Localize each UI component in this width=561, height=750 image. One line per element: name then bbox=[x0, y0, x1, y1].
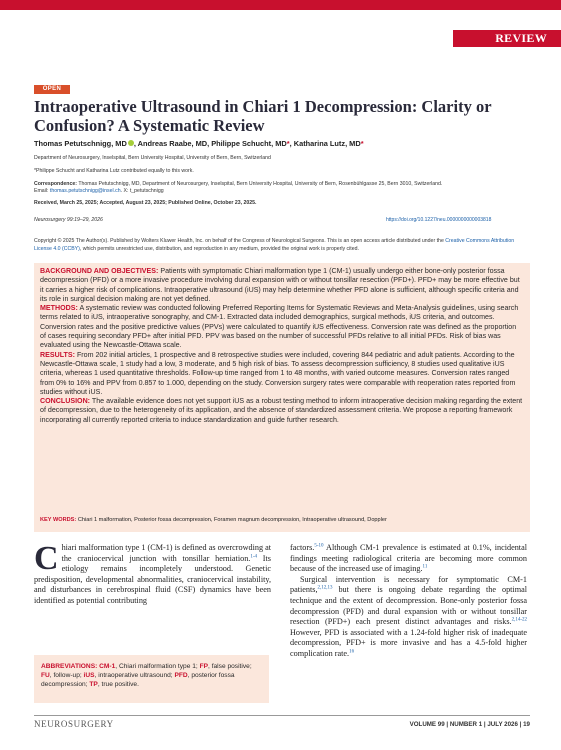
abbrev-key: FU bbox=[41, 672, 50, 679]
abstract-text: From 202 initial articles, 1 prospective and 8 retrospective studies were included, covering 844 pediatric and adult patients. According to the Newcastle-Ottawa scale, 1 study had a low, 3 moderate, and 5 high risk of bias. To assess decompression sufficiency, 8 studies used qualitative iUS criteria, whereas 1 used quantitative thresholds. Follow-up time ranged from 1 to 48 months, with varied outcome measures. Conversion rates ranged from 0% to 16% and PPV from 0.857 to 1.000, depending on the study. Conversion surgery rates were comparable with reoperation rates reported from studies without iUS. bbox=[40, 350, 516, 396]
abbreviations-box: ABBREVIATIONS: CM-1, Chiari malformation type 1; FP, false positive; FU, follow-up; iUS, intraoperative ultrasound; PFD, posterior fossa decompression; TP, true positive. bbox=[34, 655, 269, 703]
correspondence-text: Thomas Petutschnigg, MD, Department of Neurosurgery, Inselspital, Bern University Hospital, University of Bern, Rosenbühlgasse 25, Bern 3010, Switzerland. bbox=[78, 181, 443, 187]
open-access-badge: OPEN bbox=[34, 85, 70, 94]
abstract-label: RESULTS: bbox=[40, 350, 75, 359]
body-text: Its etiology remains incompletely understood. Genetic predisposition, developmental abnormalities, craniocervical instability, and disturbances in cerebrospinal fluid (CSF) dynamics have been identified as potential contributing bbox=[34, 553, 271, 605]
abbreviations-label: ABBREVIATIONS: bbox=[41, 663, 98, 670]
reference-link[interactable]: 5-10 bbox=[314, 543, 324, 549]
abstract-label: CONCLUSION: bbox=[40, 397, 91, 406]
affiliation: Department of Neurosurgery, Inselspital, Bern University Hospital, University of Bern, Bern, Switzerland bbox=[34, 155, 271, 161]
abbrev-value: posterior fossa decompression bbox=[41, 672, 235, 688]
abstract-conclusion bbox=[40, 397, 524, 425]
reference-link[interactable]: 2,12,13 bbox=[317, 585, 333, 591]
reference-link[interactable]: 16 bbox=[349, 649, 355, 655]
abstract-label: METHODS: bbox=[40, 304, 78, 313]
equal-contribution-note: *Philippe Schucht and Katharina Lutz contributed equally to this work. bbox=[34, 168, 194, 174]
abbrev-value: intraoperative ultrasound bbox=[98, 672, 171, 679]
abbrev-value: true positive bbox=[101, 681, 138, 688]
abstract-background bbox=[40, 267, 524, 304]
abstract-text: Patients with symptomatic Chiari malformation type 1 (CM-1) usually undergo either bone-only posterior fossa decompression (PFD) or a more invasive procedure involving dural expansion with or without tonsillar resection (PFD+). PFD+ may be more effective but it carries a higher risk of complications. Intraoperative ultrasound (iUS) may help determine whether PFD alone is sufficient, although specific criteria and its role in surgical decision making are not yet defined. bbox=[40, 267, 520, 303]
abbrev-key: FP bbox=[199, 663, 209, 670]
citation: Neurosurgery 99:19–29, 2026 bbox=[34, 217, 103, 223]
abbrev-key: iUS bbox=[83, 672, 95, 679]
email-link[interactable]: thomas.petutschnigg@insel.ch bbox=[49, 188, 121, 194]
body-paragraph bbox=[34, 540, 271, 607]
body-column-right bbox=[290, 543, 527, 660]
abstract-panel bbox=[34, 263, 530, 532]
copyright-notice bbox=[34, 238, 529, 253]
body-paragraph bbox=[290, 543, 527, 575]
abbrev-key: TP bbox=[89, 681, 98, 688]
abstract-methods bbox=[40, 304, 524, 350]
doi-link[interactable]: https://doi.org/10.1227/neu.0000000000003818 bbox=[386, 217, 492, 223]
body-text: factors. bbox=[290, 543, 315, 552]
body-text: hiari malformation type 1 (CM-1) is defined as overcrowding at the craniocervical junction with tonsillar herniation. bbox=[61, 543, 271, 563]
body-text: Although CM-1 prevalence is estimated at 0.1%, incidental findings meeting radiological criteria are becoming more common because of the increased use of imaging. bbox=[290, 543, 527, 574]
author-list: Thomas Petutschnigg, MD , Andreas Raabe, MD, Philippe Schucht, MD*, Katharina Lutz, MD* bbox=[34, 139, 364, 148]
reference-link[interactable]: 2,14-22 bbox=[511, 617, 527, 623]
issue-info: VOLUME 99 | NUMBER 1 | JULY 2026 | 19 bbox=[409, 721, 530, 728]
copyright-text: Copyright © 2025 The Author(s). Published by Wolters Kluwer Health, Inc. on behalf of the Congress of Neurological Surgeons. This is an open access article distributed under the bbox=[34, 238, 446, 244]
social-handle: X: t_petutschnigg bbox=[123, 188, 164, 194]
keywords bbox=[34, 516, 530, 524]
body-text: Surgical intervention is necessary for symptomatic CM-1 patients, bbox=[290, 574, 527, 595]
article-title: Intraoperative Ultrasound in Chiari 1 Decompression: Clarity or Confusion? A Systematic Review bbox=[34, 97, 492, 135]
footer-divider bbox=[34, 715, 530, 716]
abbrev-key: PFD bbox=[174, 672, 188, 679]
correspondence: Correspondence: Thomas Petutschnigg, MD, Department of Neurosurgery, Inselspital, Bern University Hospital, University of Bern, Rosenbühlgasse 25, Bern 3010, Switzerland. Email: thomas.petutschnigg@insel.ch. X: t_petutschnigg bbox=[34, 181, 443, 194]
journal-name: NEUROSURGERY bbox=[34, 719, 114, 729]
equal-contribution-mark: * bbox=[360, 139, 364, 148]
section-label: REVIEW bbox=[453, 30, 561, 47]
orcid-icon[interactable] bbox=[128, 140, 134, 146]
equal-contribution-mark: * bbox=[286, 139, 290, 148]
keywords-label: KEY WORDS: bbox=[40, 517, 77, 523]
reference-link[interactable]: 1-4 bbox=[250, 553, 258, 559]
body-text: but there is ongoing debate regarding the optimal technique and the extent of decompression. Bone-only posterior fossa decompression (PFD) and dural expansion with or without tonsillar resection (PFD+) each present distinct advantages and risks. bbox=[290, 585, 527, 627]
body-paragraph bbox=[290, 575, 527, 660]
abbrev-key: CM-1 bbox=[99, 663, 116, 670]
author-name: Philippe Schucht, MD bbox=[211, 139, 287, 148]
author-name: Andreas Raabe, MD bbox=[137, 139, 208, 148]
abstract-label: BACKGROUND AND OBJECTIVES: bbox=[40, 267, 159, 275]
body-column-left bbox=[34, 540, 271, 607]
abstract-text: A systematic review was conducted following Preferred Reporting Items for Systematic Reviews and Meta-Analysis guidelines, using search terms related to iUS, intraoperative sonography, and CM-1. Extracted data included demographics, surgical methods, iUS criteria, and outcomes. Conversion rates and the positive predictive values (PPVs) were calculated to quantify iUS effectiveness. Conversion rate was defined as the proportion of cases requiring secondary PFD+ after initial PFD. PPV was based on the number of successful PFDs relative to all initial PFDs. Risk of bias was evaluated using the Newcastle-Ottawa scale. bbox=[40, 304, 519, 350]
abstract-results bbox=[40, 351, 524, 397]
received-dates bbox=[34, 200, 529, 207]
abbrev-value: follow-up bbox=[53, 672, 80, 679]
author-name: Thomas Petutschnigg, MD bbox=[34, 139, 127, 148]
abstract-text: The available evidence does not yet support iUS as a robust testing method to inform intraoperative decision making regarding the extent of decompression, due to the heterogeneity of its application, and the absence of standardized assessment criteria. We propose a reporting framework incorporating all currently reported criteria to induce standardization and guide further research. bbox=[40, 397, 523, 424]
author-name: Katharina Lutz, MD bbox=[293, 139, 361, 148]
email-label: Email: bbox=[34, 188, 49, 194]
reference-link[interactable]: 11 bbox=[422, 564, 428, 570]
received-text: Received, March 25, 2025; Accepted, August 23, 2025; Published Online, October 23, 2025. bbox=[34, 200, 257, 206]
abbrev-value: false positive bbox=[211, 663, 250, 670]
abbrev-value: Chiari malformation type 1 bbox=[118, 663, 196, 670]
drop-cap: C bbox=[34, 540, 59, 577]
keywords-text: Chiari 1 malformation, Posterior fossa decompression, Foramen magnum decompression, Intraoperative ultrasound, Doppler bbox=[77, 517, 387, 523]
correspondence-label: Correspondence: bbox=[34, 181, 77, 187]
copyright-tail: , which permits unrestricted use, distribution, and reproduction in any medium, provided the original work is properly cited. bbox=[79, 245, 359, 252]
license-link[interactable]: Creative Commons Attribution License 4.0 (CCBY) bbox=[34, 238, 515, 252]
top-color-bar bbox=[0, 0, 561, 10]
body-text: However, PFD is associated with a 1.24-fold higher risk of inadequate decompression, PFD+ is more invasive and has a 4.5-fold higher complication rate. bbox=[290, 627, 527, 658]
